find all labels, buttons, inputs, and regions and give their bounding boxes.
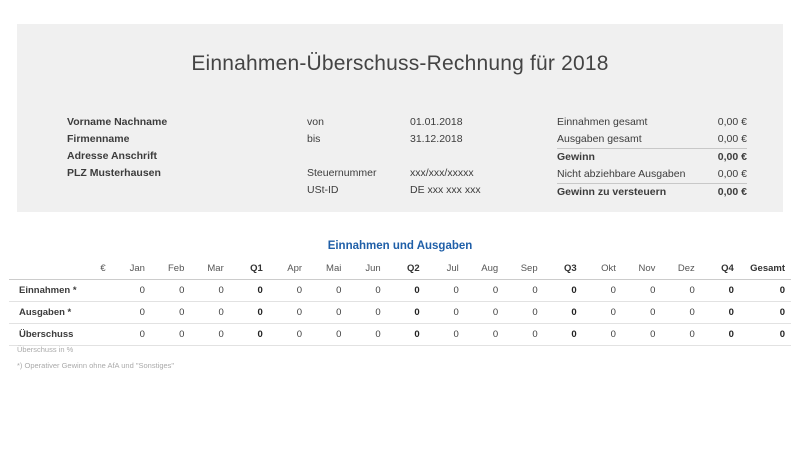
cell: 0: [296, 307, 303, 318]
summary-row: [557, 166, 747, 183]
page-title: Einnahmen-Überschuss-Rechnung für 2018: [191, 52, 609, 75]
cell: 0: [218, 285, 224, 296]
table-row: [9, 302, 791, 324]
row-label-ueberschuss: Überschuss: [19, 329, 74, 340]
fields-block: [307, 114, 547, 199]
column-header-mar: Mar: [190, 258, 229, 280]
cell-q4: 0: [728, 285, 734, 296]
cell-q4: 0: [728, 329, 734, 340]
summary-value: 0,00 €: [717, 151, 747, 163]
cell: 0: [532, 285, 538, 296]
cell-q3: 0: [571, 329, 577, 340]
summary-label: Ausgaben gesamt: [557, 133, 642, 145]
cell: 0: [179, 329, 185, 340]
field-label: Steuernummer: [307, 167, 377, 179]
cell: 0: [532, 307, 538, 318]
cell-q1: 0: [257, 285, 263, 296]
cell: 0: [218, 329, 224, 340]
cell: 0: [139, 285, 145, 296]
summary-row-profit: [557, 148, 747, 166]
cell: 0: [689, 307, 695, 318]
cell: 0: [336, 307, 342, 318]
income-expense-table: [9, 258, 791, 346]
cell-total: 0: [779, 307, 785, 318]
cell: 0: [139, 329, 145, 340]
cell-q2: 0: [414, 285, 420, 296]
owner-line: Firmenname: [67, 133, 130, 145]
owner-block: [67, 114, 307, 182]
field-row: [307, 114, 547, 131]
cell: 0: [179, 285, 185, 296]
column-header-sep: Sep: [504, 258, 543, 280]
summary-row-taxable: [557, 183, 747, 201]
column-header-q4: Q4: [701, 258, 740, 280]
summary-label: Nicht abziehbare Ausgaben: [557, 168, 686, 180]
owner-line: Adresse Anschrift: [67, 150, 158, 162]
column-header-okt: Okt: [583, 258, 622, 280]
cell: 0: [375, 285, 381, 296]
cell: 0: [689, 329, 695, 340]
summary-label: Gewinn zu versteuern: [557, 186, 667, 198]
summary-value: 0,00 €: [717, 186, 747, 198]
cell: 0: [296, 329, 303, 340]
column-header-gesamt: Gesamt: [740, 258, 791, 280]
cell: 0: [689, 285, 695, 296]
cell: 0: [453, 285, 459, 296]
column-header-jun: Jun: [347, 258, 386, 280]
field-row: [307, 165, 547, 182]
cell: 0: [610, 307, 616, 318]
column-header-aug: Aug: [465, 258, 504, 280]
table-title: Einnahmen und Ausgaben: [327, 240, 473, 252]
table-row: [9, 280, 791, 302]
note-footnote: *) Operativer Gewinn ohne AfA und "Sonstiges": [17, 361, 175, 370]
header-panel: [17, 24, 783, 212]
column-header-jan: Jan: [112, 258, 151, 280]
field-label: bis: [307, 133, 321, 145]
field-value: 01.01.2018: [410, 116, 463, 128]
summary-value: 0,00 €: [717, 116, 747, 128]
cell: 0: [492, 307, 499, 318]
field-row: [307, 131, 547, 148]
cell: 0: [375, 307, 381, 318]
cell: 0: [610, 329, 616, 340]
column-header-nov: Nov: [622, 258, 661, 280]
cell: 0: [650, 285, 656, 296]
field-value: xxx/xxx/xxxxx: [410, 167, 474, 179]
summary-row: [557, 131, 747, 148]
cell-q2: 0: [414, 307, 420, 318]
field-value: 31.12.2018: [410, 133, 463, 145]
cell-q3: 0: [571, 307, 577, 318]
summary-value: 0,00 €: [717, 168, 747, 180]
cell: 0: [492, 329, 499, 340]
cell: 0: [375, 329, 381, 340]
column-header-feb: Feb: [151, 258, 190, 280]
summary-label: Einnahmen gesamt: [557, 116, 648, 128]
summary-row: [557, 114, 747, 131]
summary-block: [557, 114, 747, 201]
cell-total: 0: [779, 285, 785, 296]
cell-q2: 0: [414, 329, 420, 340]
field-label: von: [307, 116, 324, 128]
table-row: [9, 324, 791, 346]
column-header-dez: Dez: [661, 258, 700, 280]
cell-q3: 0: [571, 285, 577, 296]
cell-q4: 0: [728, 307, 734, 318]
cell-q1: 0: [257, 307, 263, 318]
field-row: [307, 182, 547, 199]
cell: 0: [139, 307, 145, 318]
field-value: DE xxx xxx xxx: [410, 184, 481, 196]
owner-line: PLZ Musterhausen: [67, 167, 161, 179]
table-header-row: [9, 258, 791, 280]
cell: 0: [179, 307, 185, 318]
cell-total: 0: [779, 329, 785, 340]
summary-value: 0,00 €: [717, 133, 747, 145]
column-header-apr: Apr: [269, 258, 308, 280]
field-label: USt-ID: [307, 184, 339, 196]
column-header-q1: Q1: [230, 258, 269, 280]
cell: 0: [650, 307, 656, 318]
cell: 0: [296, 285, 303, 296]
cell: 0: [218, 307, 224, 318]
column-header-q2: Q2: [387, 258, 426, 280]
row-label-ausgaben: Ausgaben *: [19, 307, 72, 318]
cell: 0: [453, 307, 459, 318]
column-header-mai: Mai: [308, 258, 347, 280]
cell: 0: [453, 329, 459, 340]
column-header-currency: €: [9, 258, 112, 280]
cell: 0: [650, 329, 656, 340]
cell: 0: [336, 329, 342, 340]
cell: 0: [492, 285, 499, 296]
owner-line: Vorname Nachname: [67, 116, 168, 128]
header-meta: [17, 114, 783, 214]
cell: 0: [610, 285, 616, 296]
summary-label: Gewinn: [557, 151, 595, 163]
cell-q1: 0: [257, 329, 263, 340]
note-percentage: Überschuss in %: [17, 345, 74, 354]
row-label-einnahmen: Einnahmen *: [19, 285, 77, 296]
column-header-q3: Q3: [544, 258, 583, 280]
cell: 0: [532, 329, 538, 340]
cell: 0: [336, 285, 342, 296]
column-header-jul: Jul: [426, 258, 465, 280]
